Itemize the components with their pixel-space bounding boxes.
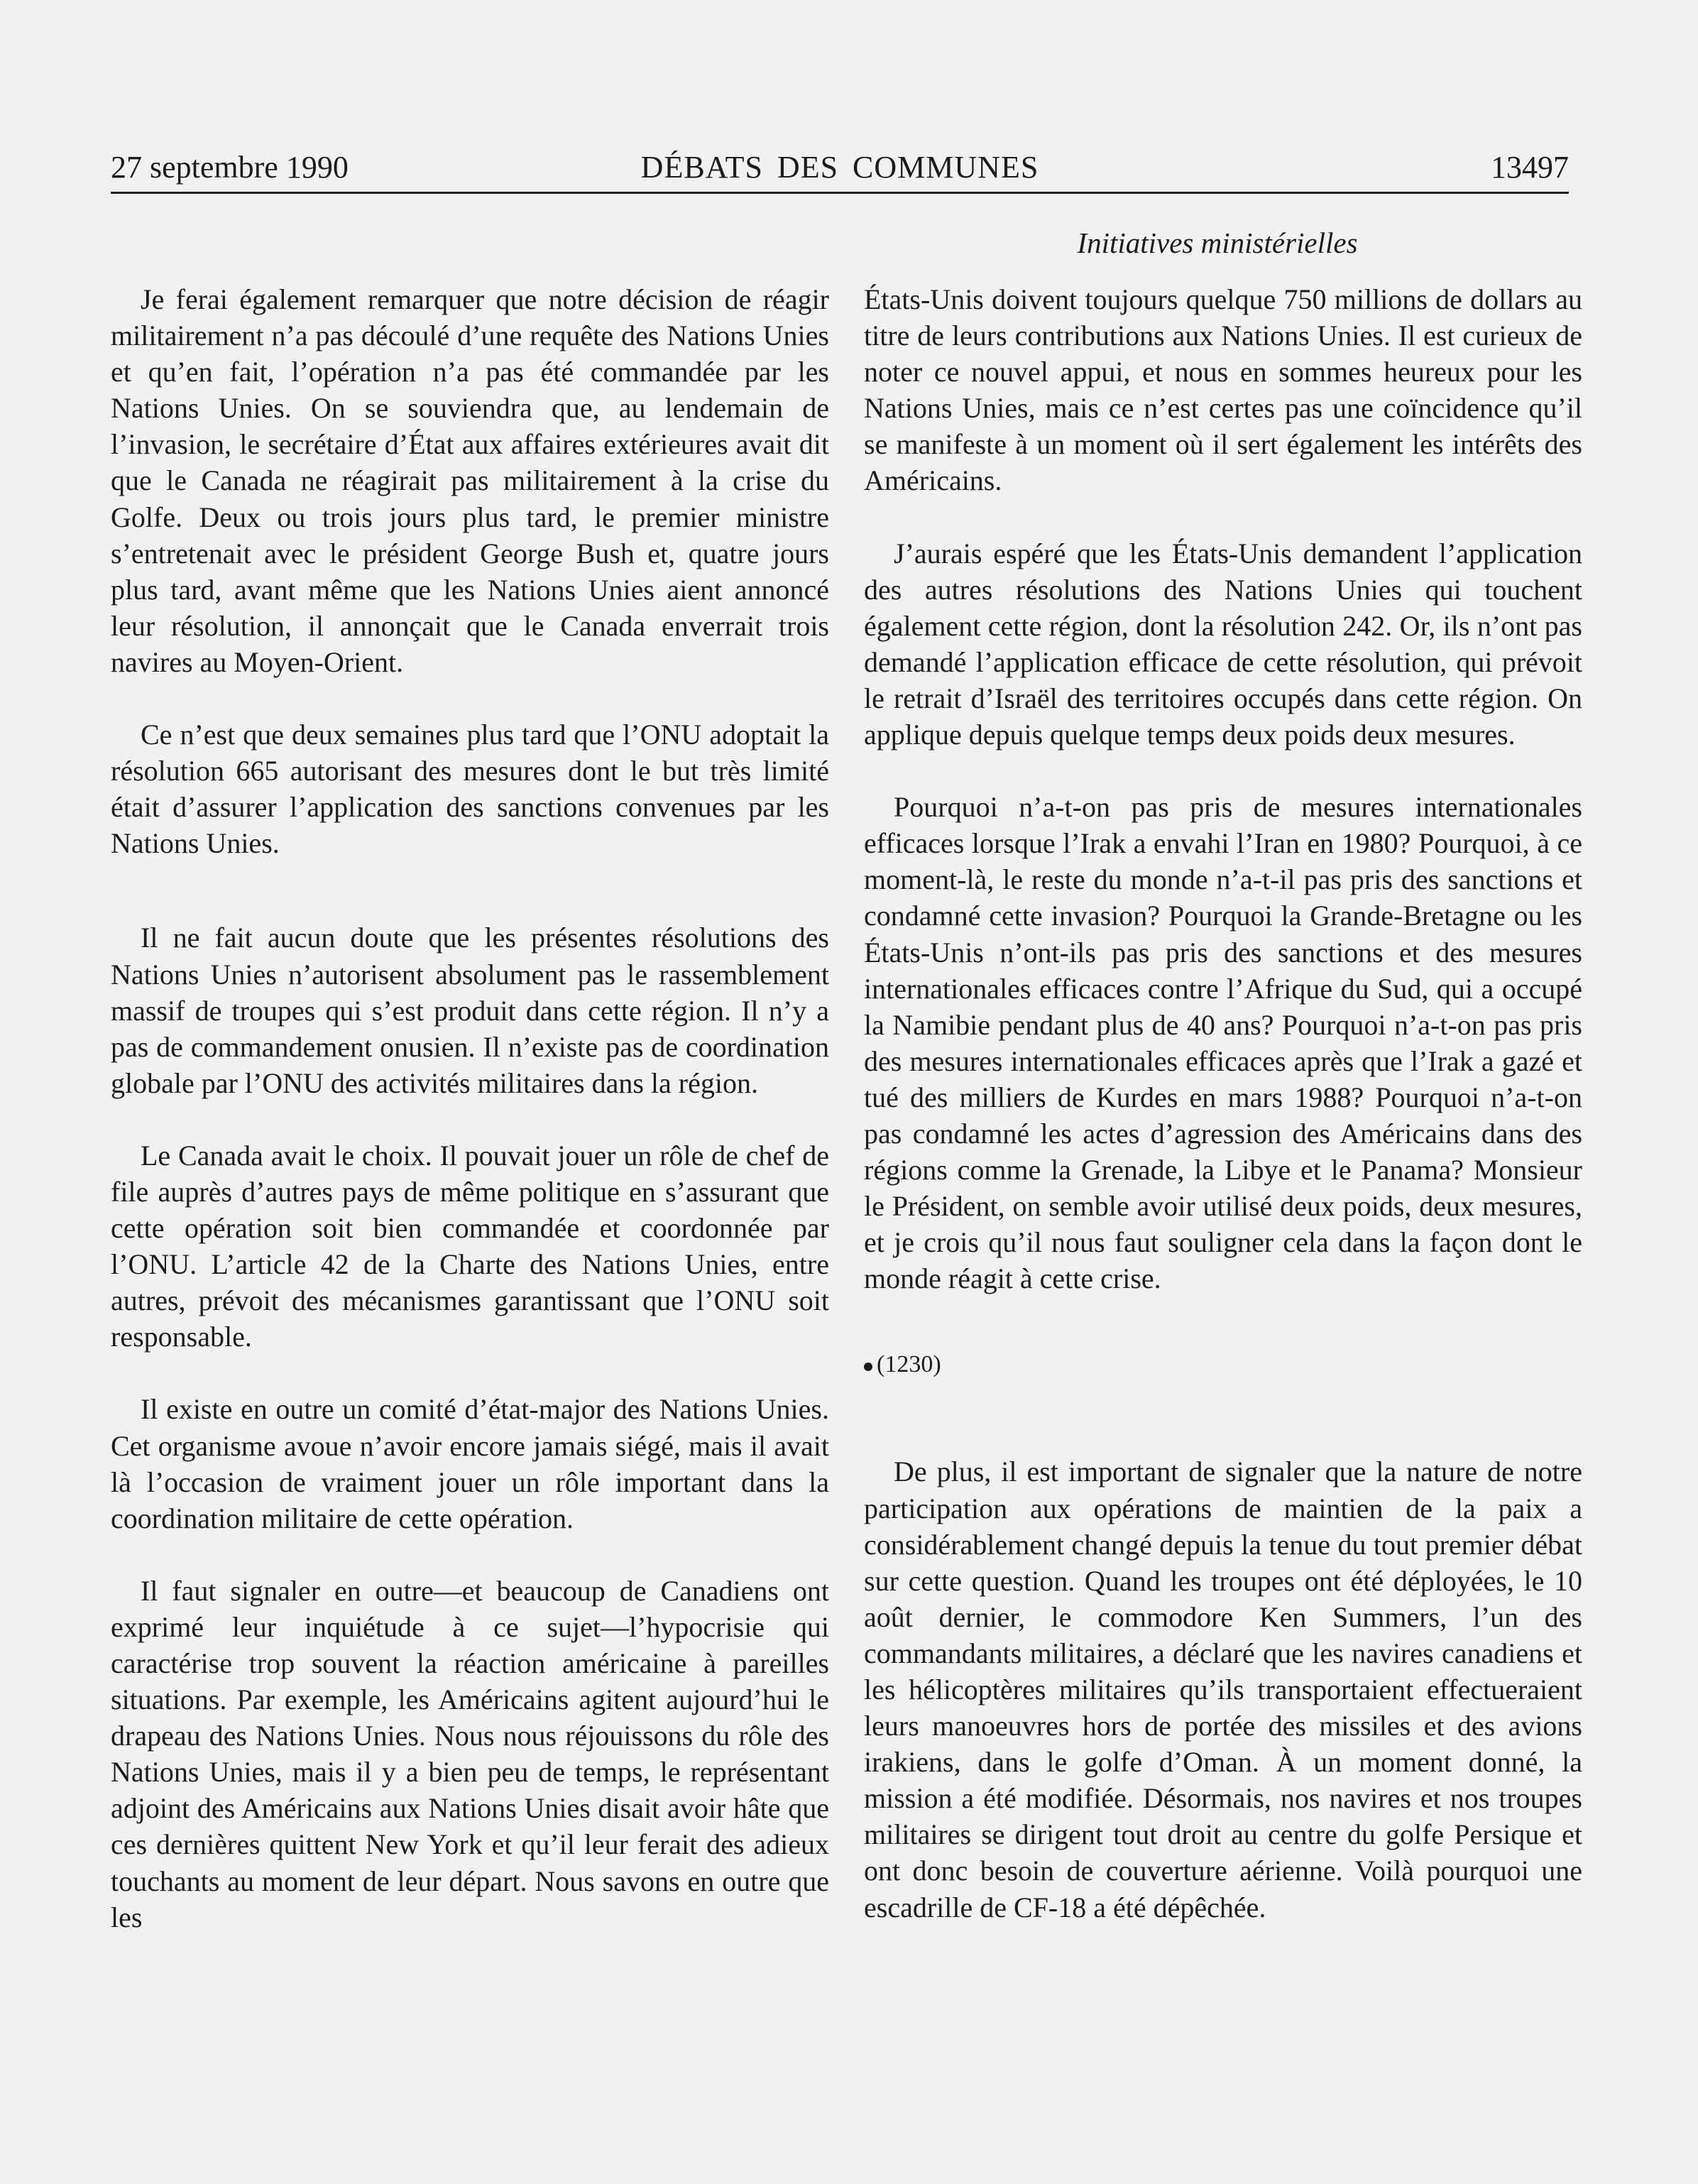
timestamp xyxy=(864,1346,1582,1382)
right-column xyxy=(864,281,1582,1926)
paragraph: Pourquoi n’a-t-on pas pris de mesures internationales efficaces lorsque l’Irak a envahi l’Iran en 1980? Pourquoi, à ce moment-là, le reste du monde n’a-t-il pas pris des sanctions et condamné cette invasion? Pourquoi la Grande-Bretagne ou les États-Unis n’ont-ils pas pris des sanctions et des mesures internationales efficaces contre l’Afrique du Sud, qui a occupé la Namibie pendant plus de 40 ans? Pourquoi n’a-t-on pas pris des mesures internationales efficaces après que l’Irak a gazé et tué des milliers de Kurdes en mars 1988? Pourquoi n’a-t-on pas condamné les actes d’agression des Américains dans des régions comme la Grenade, la Libye et le Panama? Monsieur le Président, on semble avoir utilisé deux poids, deux mesures, et je crois qu’il nous faut souligner cela dans la façon dont le monde réagit à cette crise. xyxy=(864,791,1582,1295)
page-number: 13497 xyxy=(1491,150,1569,185)
paragraph: De plus, il est important de signaler que la nature de notre participation aux opérations de maintien de la paix a considérablement changé depuis la tenue du tout premier débat sur cette question. Quand les troupes ont été déployées, le 10 août dernier, le commodore Ken Summers, l’un des commandants militaires, a déclaré que les navires canadiens et les hélicoptères militaires qu’ils transportaient effectueraient leurs manoeuvres hors de portée des missiles et des avions irakiens, dans le golfe d’Oman. À un moment donné, la mission a été modifiée. Désormais, nos navires et nos troupes militaires se dirigent tout droit au centre du golfe Persique et ont donc besoin de couverture aérienne. Voilà pourquoi une escadrille de CF-18 a été dépêchée. xyxy=(864,1456,1582,1923)
paragraph: Le Canada avait le choix. Il pouvait jouer un rôle de chef de file auprès d’autres pays de même politique en s’assurant que cette opération soit bien commandée et coordonnée par l’ONU. L’article 42 de la Charte des Nations Unies, entre autres, prévoit des mécanismes garantissant que l’ONU soit responsable. xyxy=(111,1139,829,1353)
paragraph: J’aurais espéré que les États-Unis demandent l’application des autres résolutions des Nations Unies qui touchent également cette région, dont la résolution 242. Or, ils n’ont pas demandé l’application efficace de cette résolution, qui prévoit le retrait d’Israël des territoires occupés dans cette région. On applique depuis quelque temps deux poids deux mesures. xyxy=(864,537,1582,751)
timestamp-text: (1230) xyxy=(877,1351,941,1378)
left-column xyxy=(111,281,829,1935)
paragraph: Il faut signaler en outre—et beaucoup de Canadiens ont exprimé leur inquiétude à ce sujet—l’hypocrisie qui caractérise trop souvent la réaction américaine à pareilles situations. Par exemple, les Américains agitent aujourd’hui le drapeau des Nations Unies. Nous nous réjouissons du rôle des Nations Unies, mais il y a bien peu de temps, le représentant adjoint des Américains aux Nations Unies disait avoir hâte que ces dernières quittent New York et qu’il leur ferait des adieux touchants au moment de leur départ. Nous savons en outre que les xyxy=(111,1574,829,1933)
page-header xyxy=(111,146,1569,189)
publication-title: DÉBATS DES COMMUNES xyxy=(640,150,1039,185)
paragraph: États-Unis doivent toujours quelque 750 millions de dollars au titre de leurs contributions aux Nations Unies. Il est curieux de noter ce nouvel appui, et nous en sommes heureux pour les Nations Unies, mais ce n’est certes pas une coïncidence qu’il se manifeste à un moment où il sert également les intérêts des Américains. xyxy=(864,283,1582,497)
paragraph: Il existe en outre un comité d’état-major des Nations Unies. Cet organisme avoue n’avoir encore jamais siégé, mais il avait là l’occasion de vraiment jouer un rôle important dans la coordination militaire de cette opération. xyxy=(111,1393,829,1534)
running-head: Initiatives ministérielles xyxy=(1077,226,1358,259)
paragraph: Il ne fait aucun doute que les présentes résolutions des Nations Unies n’autorisent absolument pas le rassemblement massif de troupes qui s’est produit dans cette région. Il n’y a pas de commandement onusien. Il n’existe pas de coordination globale par l’ONU des activités militaires dans la région. xyxy=(111,922,829,1099)
header-date: 27 septembre 1990 xyxy=(111,150,349,185)
header-rule xyxy=(111,192,1569,194)
bullet-icon xyxy=(864,1363,872,1371)
paragraph: Je ferai également remarquer que notre décision de réagir militairement n’a pas découlé d’une requête des Nations Unies et qu’en fait, l’opération n’a pas été commandée par les Nations Unies. On se souviendra que, au lendemain de l’invasion, le secrétaire d’État aux affaires extérieures avait dit que le Canada ne réagirait pas militairement à la crise du Golfe. Deux ou trois jours plus tard, le premier ministre s’entretenait avec le président George Bush et, quatre jours plus tard, avant même que les Nations Unies aient annoncé leur résolution, il annonçait que le Canada enverrait trois navires au Moyen-Orient. xyxy=(111,283,829,678)
paragraph: Ce n’est que deux semaines plus tard que l’ONU adoptait la résolution 665 autorisant des mesures dont le but très limité était d’assurer l’application des sanctions convenues par les Nations Unies. xyxy=(111,719,829,860)
